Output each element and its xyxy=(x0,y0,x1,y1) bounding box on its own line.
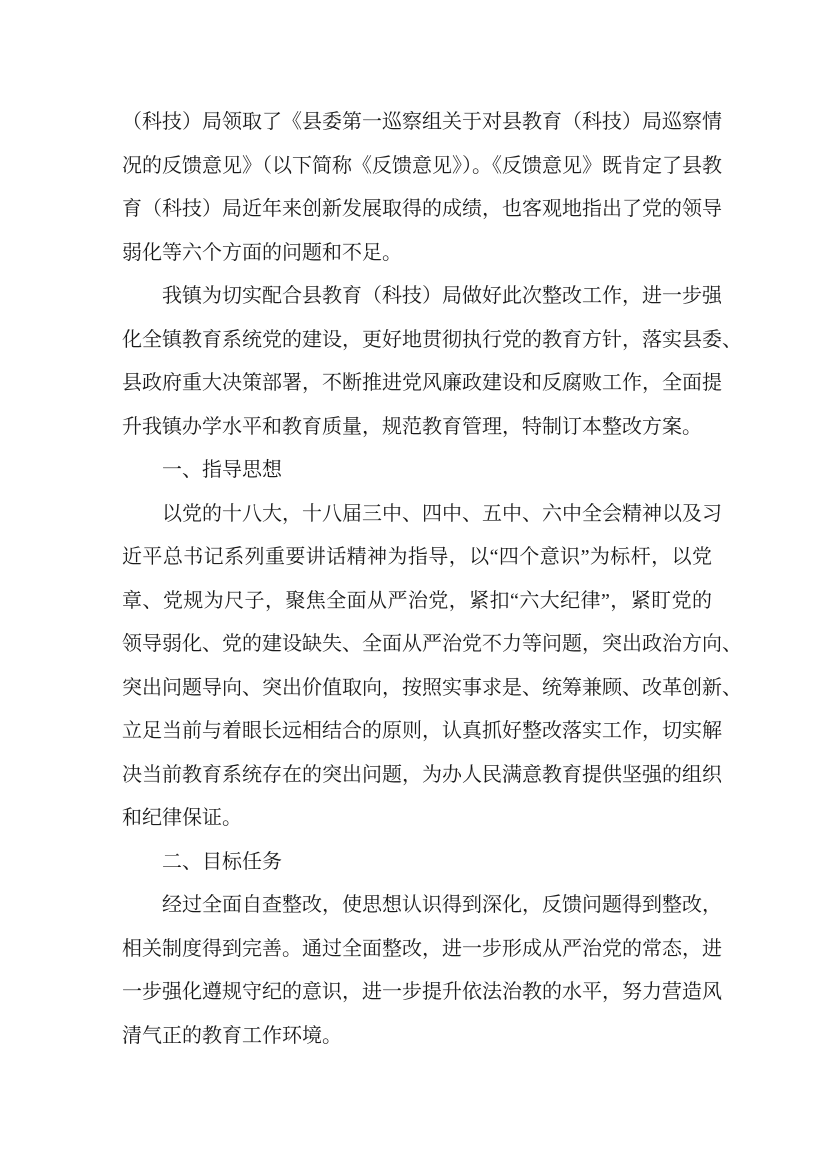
text-line: 和纪律保证。 xyxy=(122,807,242,829)
section-heading-guiding-ideology xyxy=(122,449,712,493)
text-line: 化全镇教育系统党的建设，更好地贯彻执行党的教育方针，落实县委、 xyxy=(122,328,742,351)
heading-line: 一、指导思想 xyxy=(162,459,282,481)
text-line: 况的反馈意见》（以下简称《反馈意见》）。《反馈意见》既肯定了县教 xyxy=(122,154,722,177)
text-line: 章、党规为尺子，聚焦全面从严治党，紧扣“六大纪律”，紧盯党的 xyxy=(122,589,712,612)
text-line: 决当前教育系统存在的突出问题，为办人民满意教育提供坚强的组织 xyxy=(122,763,722,786)
text-line: 领导弱化、党的建设缺失、全面从严治党不力等问题，突出政治方向、 xyxy=(122,633,742,655)
text-line: 清气正的教育工作环境。 xyxy=(122,1024,342,1047)
text-line: 一步强化遵规守纪的意识，进一步提升依法治教的水平，努力营造风 xyxy=(122,981,722,1003)
text-line: 近平总书记系列重要讲话精神为指导，以“四个意识”为标杆，以党 xyxy=(122,546,712,568)
text-line: 相关制度得到完善。通过全面整改，进一步形成从严治党的常态，进 xyxy=(122,937,722,960)
heading-line: 二、目标任务 xyxy=(162,850,282,873)
paragraph-intro-continued xyxy=(122,101,722,275)
text-line: 育（科技）局近年来创新发展取得的成绩，也客观地指出了党的领导 xyxy=(122,198,722,220)
text-line: 立足当前与着眼长远相结合的原则，认真抓好整改落实工作，切实解 xyxy=(122,720,722,742)
text-line: 升我镇办学水平和教育质量，规范教育管理，特制订本整改方案。 xyxy=(122,415,702,438)
paragraph-purpose xyxy=(122,275,742,449)
text-line: 经过全面自查整改，使思想认识得到深化，反馈问题得到整改， xyxy=(162,894,722,916)
section-heading-goals xyxy=(122,841,712,885)
text-line: 弱化等六个方面的问题和不足。 xyxy=(122,241,402,264)
text-line: 以党的十八大，十八届三中、四中、五中、六中全会精神以及习 xyxy=(162,502,722,525)
paragraph-guiding-ideology xyxy=(122,493,742,841)
text-line: 突出问题导向、突出价值取向，按照实事求是、统筹兼顾、改革创新、 xyxy=(122,676,742,699)
paragraph-goals xyxy=(122,884,722,1058)
text-line: 县政府重大决策部署，不断推进党风廉政建设和反腐败工作，全面提 xyxy=(122,372,722,394)
text-line: （科技）局领取了《县委第一巡察组关于对县教育（科技）局巡察情 xyxy=(122,111,722,133)
text-line: 我镇为切实配合县教育（科技）局做好此次整改工作，进一步强 xyxy=(162,285,722,307)
document-body xyxy=(122,101,742,1058)
